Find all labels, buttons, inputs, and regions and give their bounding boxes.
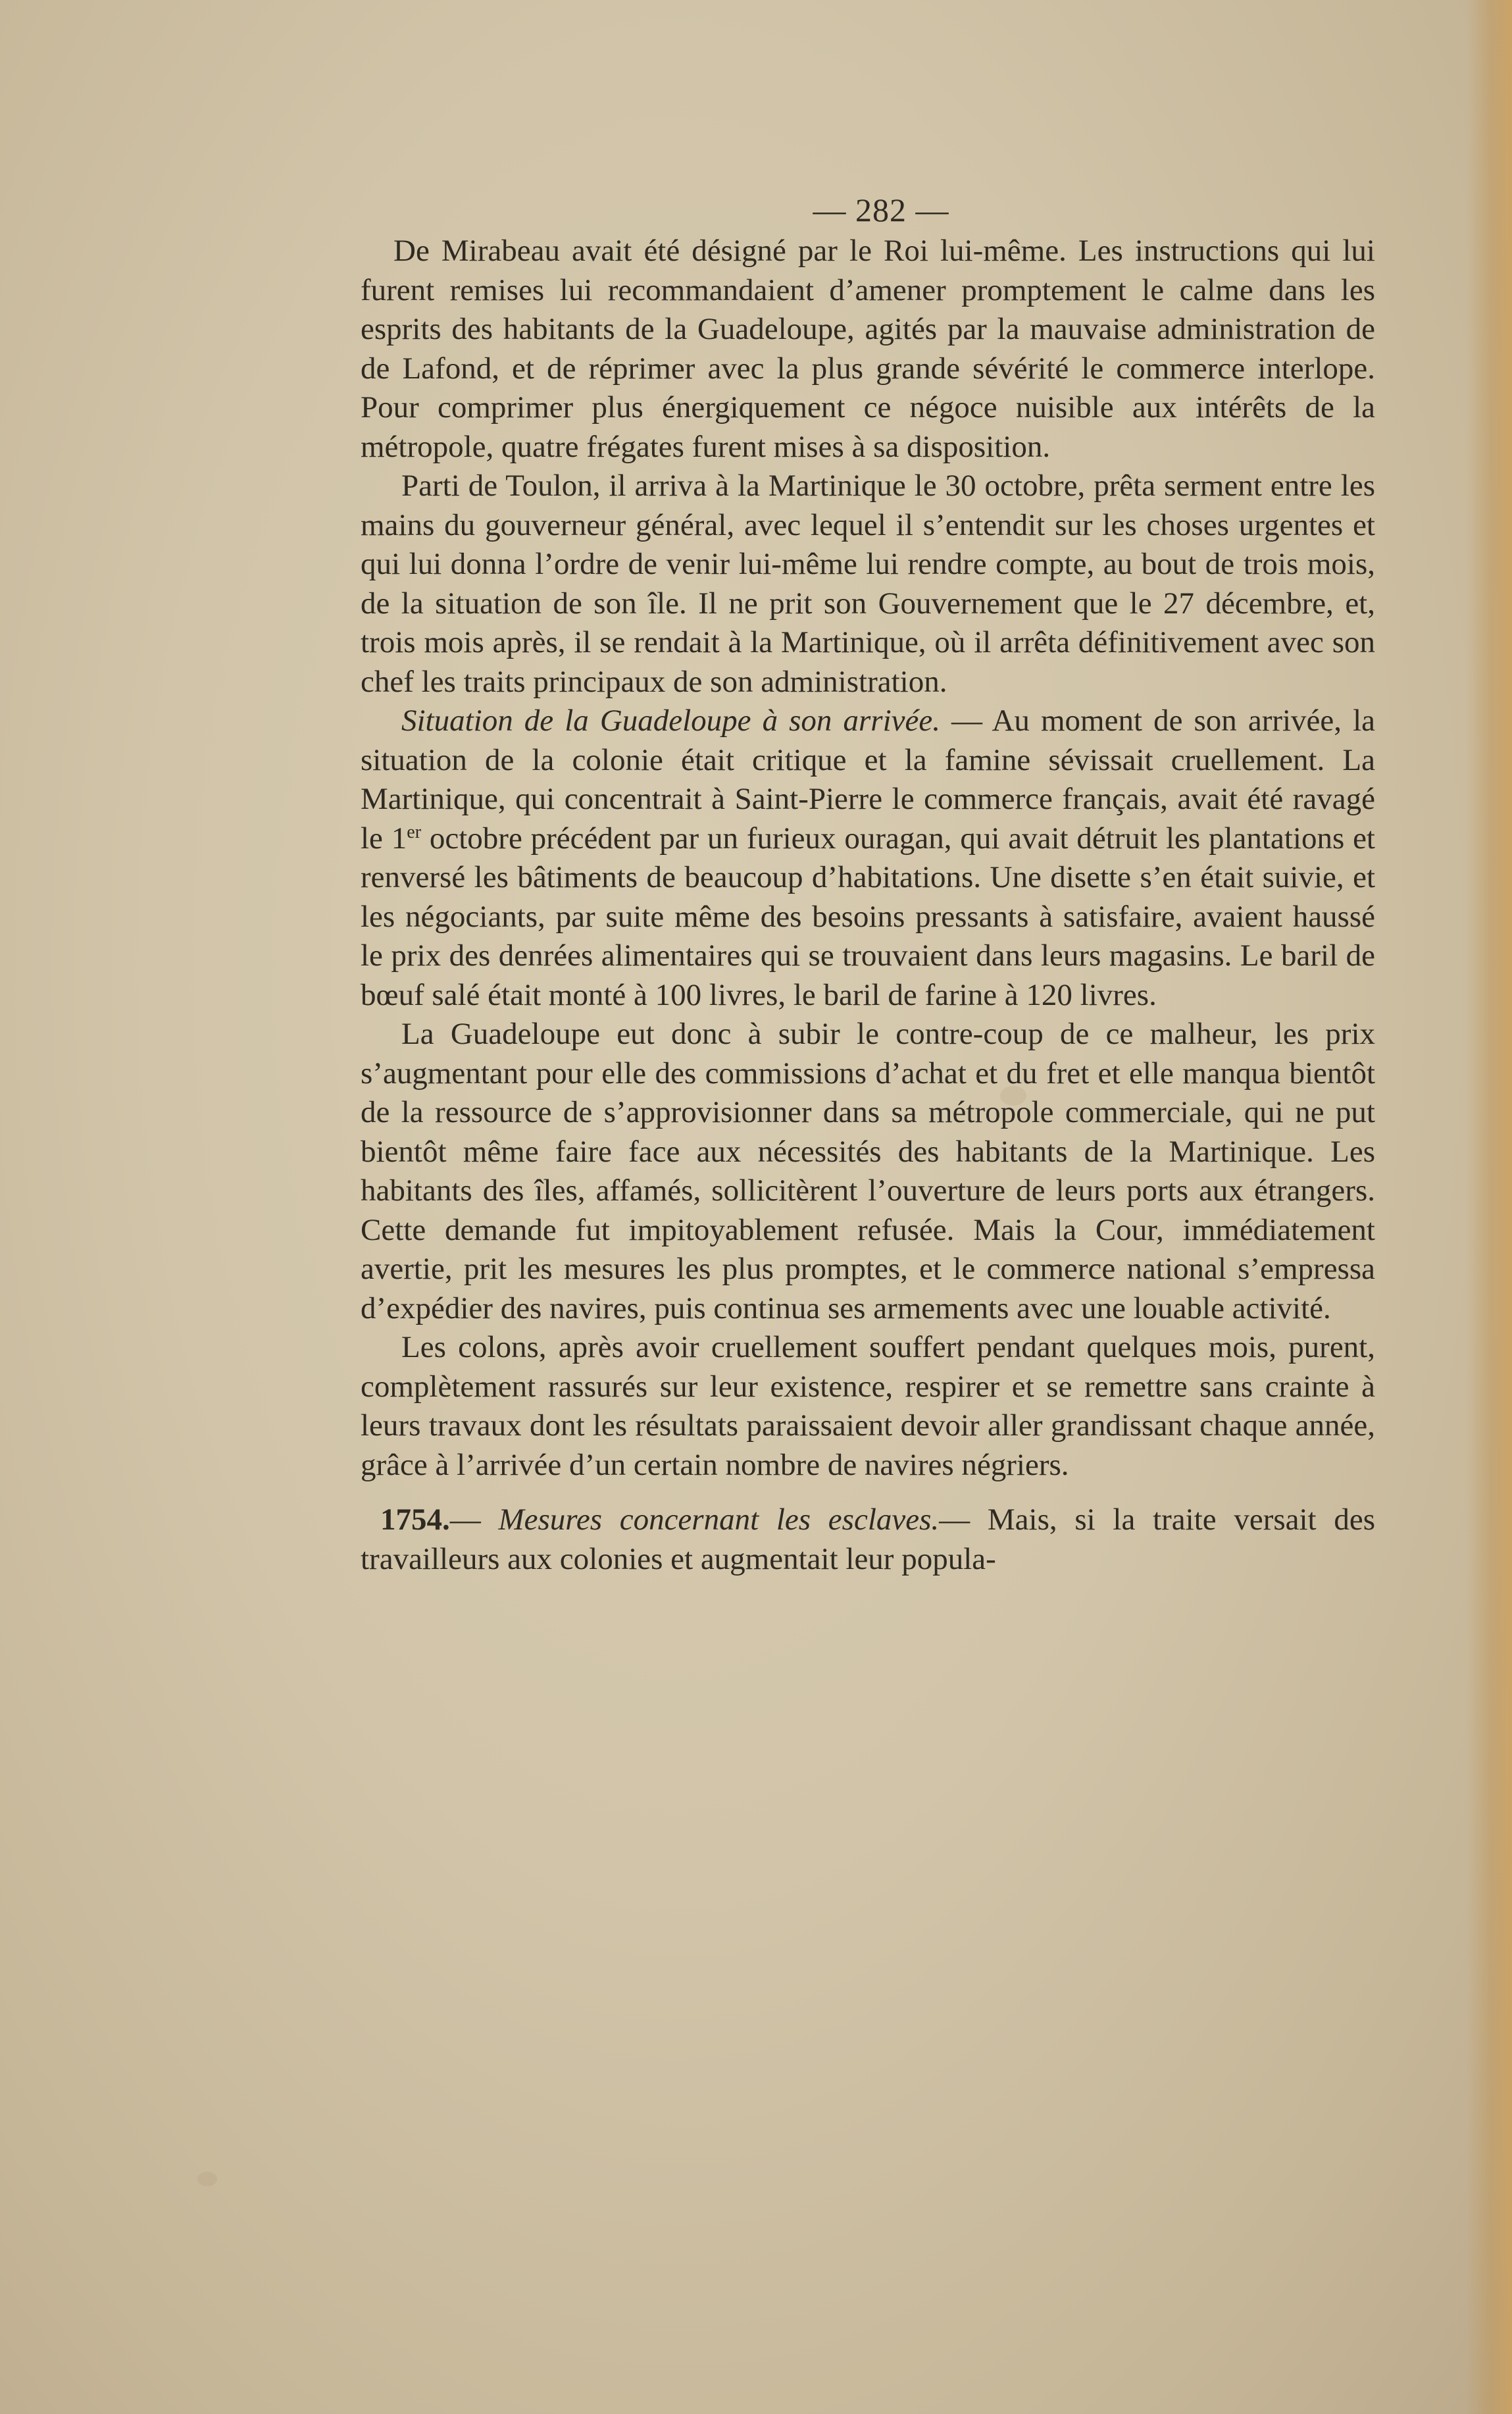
paper-stain [197, 2172, 217, 2186]
paragraph-4: La Guadeloupe eut donc à subir le contre-coup de ce malheur, les prix s’augmentant pour elle des commissions d’achat et du fret et elle manqua bientôt de la ressource de s’approvisionner dans sa métropole commerciale, qui ne put bientôt même faire face aux nécessités des habitants de la Martinique. Les habitants des îles, affamés, sollicitèrent l’ouverture de leurs ports aux étrangers. Cette demande fut impitoyablement refusée. Mais la Cour, immédiatement avertie, prit les mesures les plus promptes, et le commerce national s’empressa d’expédier des navires, puis continua ses armements avec une louable activité. [361, 1017, 1375, 1325]
section-heading-esclaves: Mesures concernant les esclaves. [498, 1502, 940, 1537]
paragraph-5: Les colons, après avoir cruellement souffert pendant quelques mois, purent, complètement rassurés sur leur existence, respirer et se remettre sans crainte à leurs travaux dont les résultats paraissaient devoir aller grandissant chaque année, grâce à l’arrivée d’un certain nombre de navires négriers. [361, 1330, 1375, 1482]
section-dash: — [449, 1502, 499, 1537]
paragraph-3-text-a: — Au moment de son arrivée, la situation de la colonie était critique et la famine sévissait cruellement. La Martinique, qui concentrait à Saint-Pierre le commerce français, avait été ravagé le 1 [361, 704, 1375, 856]
paragraph-3-text-b: octobre précédent par un furieux ouragan, qui avait détruit les plantations et renversé les bâtiments de beaucoup d’habitations. Une disette s’en était suivie, et les négociants, par suite même des besoins pressants à satisfaire, avaient haussé le prix des denrées alimentaires qui se trouvaient dans leurs magasins. Le baril de bœuf salé était monté à 100 livres, le baril de farine à 120 livres. [361, 821, 1375, 1012]
paragraph-1: De Mirabeau avait été désigné par le Roi lui-même. Les instructions qui lui furent remises lui recommandaient d’amener promptement le calme dans les esprits des habitants de la Guadeloupe, agités par la mauvaise administration de de Lafond, et de réprimer avec la plus grande sévérité le commerce interlope. Pour comprimer plus énergiquement ce négoce nuisible aux intérêts de la métropole, quatre frégates furent mises à sa disposition. [361, 234, 1375, 464]
section-heading-situation: Situation de la Guadeloupe à son arrivée. [401, 704, 940, 738]
page-number: — 282 — [813, 192, 949, 228]
section-number: 1754. [380, 1502, 450, 1537]
page-edge-discoloration [1466, 0, 1512, 2414]
ordinal-superscript: er [407, 821, 422, 842]
paragraph-3 [361, 702, 1375, 1015]
paragraph-6 [361, 1501, 1375, 1579]
page-text [361, 191, 1375, 1579]
paragraph-6-text: — Mais, si la traite versait des travailleurs aux colonies et augmentait leur popula- [361, 1502, 1375, 1576]
paragraph-2: Parti de Toulon, il arriva à la Martinique le 30 octobre, prêta serment entre les mains du gouverneur général, avec lequel il s’entendit sur les choses urgentes et qui lui donna l’ordre de venir lui-même lui rendre compte, au bout de trois mois, de la situation de son île. Il ne prit son Gouvernement que le 27 décembre, et, trois mois après, il se rendait à la Martinique, où il arrêta définitivement avec son chef les traits principaux de son administration. [361, 469, 1375, 699]
